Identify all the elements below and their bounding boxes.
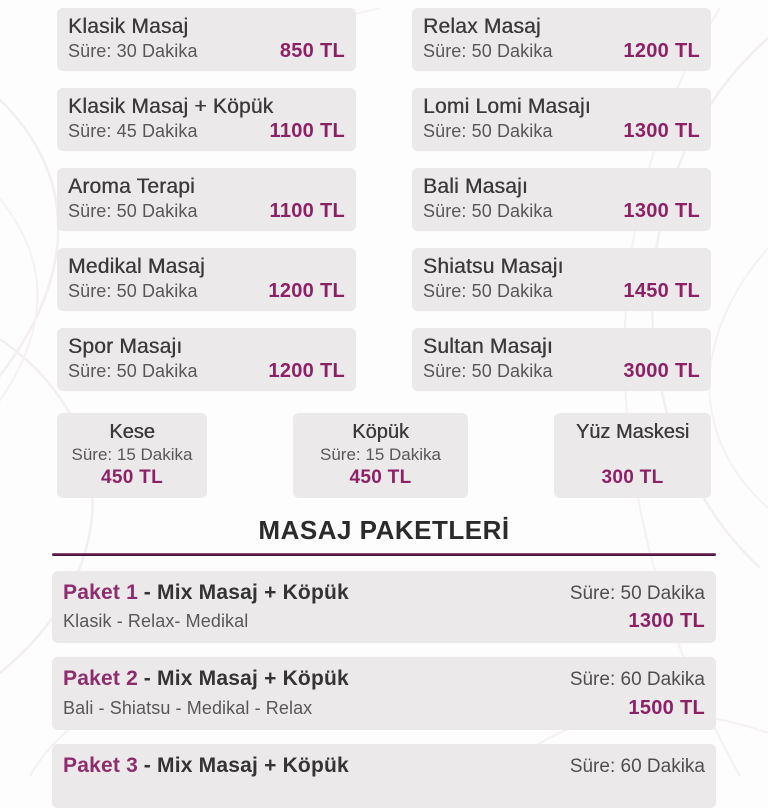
package-duration: Süre: 60 Dakika bbox=[569, 669, 705, 691]
item-price: 3000 TL bbox=[623, 360, 700, 382]
package-name: Paket 1 bbox=[63, 581, 138, 605]
menu-item-sultan-masaji bbox=[412, 328, 711, 391]
package-suffix: - Mix Masaj + Köpük bbox=[143, 581, 349, 605]
price-column-right bbox=[412, 8, 711, 391]
item-name: Sultan Masajı bbox=[423, 335, 553, 358]
item-duration: Süre: 50 Dakika bbox=[68, 361, 198, 381]
menu-item-relax-masaj bbox=[412, 8, 711, 71]
item-name: Spor Masajı bbox=[68, 335, 183, 358]
package-suffix: - Mix Masaj + Köpük bbox=[143, 667, 349, 691]
item-price: 1200 TL bbox=[623, 40, 700, 62]
menu-item-bali-masaji bbox=[412, 168, 711, 231]
package-duration: Süre: 50 Dakika bbox=[569, 583, 705, 605]
item-price: 1200 TL bbox=[268, 280, 345, 302]
item-name: Medikal Masaj bbox=[68, 255, 205, 278]
extra-price: 450 TL bbox=[101, 467, 163, 488]
price-column-left bbox=[57, 8, 356, 391]
item-detail-row bbox=[68, 40, 345, 63]
item-duration: Süre: 50 Dakika bbox=[423, 281, 553, 301]
item-name: Lomi Lomi Masajı bbox=[423, 95, 591, 118]
extra-item-kese bbox=[57, 413, 207, 498]
item-duration: Süre: 50 Dakika bbox=[423, 121, 553, 141]
package-price: 1300 TL bbox=[628, 610, 705, 633]
package-detail: Klasik - Relax- Medikal bbox=[63, 611, 249, 632]
package-title bbox=[63, 753, 570, 778]
extra-name: Kese bbox=[109, 421, 155, 443]
item-name: Aroma Terapi bbox=[68, 175, 195, 198]
package-duration: Süre: 60 Dakika bbox=[569, 755, 705, 777]
packages-section-title: MASAJ PAKETLERİ bbox=[258, 515, 510, 545]
item-duration: Süre: 50 Dakika bbox=[68, 281, 198, 301]
extra-duration: Süre: 15 Dakika bbox=[320, 445, 441, 464]
package-name: Paket 2 bbox=[63, 667, 138, 691]
package-detail: Bali - Shiatsu - Medikal - Relax bbox=[63, 697, 313, 718]
extra-item-kopuk bbox=[293, 413, 468, 498]
package-price: 1500 TL bbox=[628, 696, 705, 719]
menu-item-aroma-terapi bbox=[57, 168, 356, 231]
item-duration: Süre: 50 Dakika bbox=[68, 201, 198, 221]
menu-item-lomi-lomi-masaji bbox=[412, 88, 711, 151]
item-name: Shiatsu Masajı bbox=[423, 255, 564, 278]
item-price: 1100 TL bbox=[269, 120, 345, 142]
menu-item-spor-masaji bbox=[57, 328, 356, 391]
packages-list bbox=[52, 571, 716, 807]
menu-item-medikal-masaj bbox=[57, 248, 356, 311]
package-suffix: - Mix Masaj + Köpük bbox=[143, 753, 349, 777]
item-detail-row bbox=[423, 200, 700, 223]
package-title bbox=[63, 580, 570, 605]
item-detail-row bbox=[423, 360, 700, 383]
packages-header bbox=[52, 515, 716, 556]
item-detail-row bbox=[423, 280, 700, 303]
item-detail-row bbox=[423, 120, 700, 143]
item-duration: Süre: 50 Dakika bbox=[423, 201, 553, 221]
item-price: 1300 TL bbox=[623, 120, 700, 142]
item-duration: Süre: 50 Dakika bbox=[423, 361, 553, 381]
item-name: Bali Masajı bbox=[423, 175, 528, 198]
menu-item-klasik-masaj-kopuk bbox=[57, 88, 356, 151]
extra-item-yuz-maskesi bbox=[554, 413, 711, 498]
package-card-paket-1 bbox=[52, 571, 716, 643]
item-detail-row bbox=[68, 280, 345, 303]
extras-row bbox=[57, 413, 711, 498]
item-name: Klasik Masaj + Köpük bbox=[68, 95, 274, 118]
item-name: Relax Masaj bbox=[423, 15, 541, 38]
item-price: 1200 TL bbox=[268, 360, 345, 382]
item-detail-row bbox=[423, 40, 700, 63]
item-price: 1450 TL bbox=[623, 280, 700, 302]
extra-name: Yüz Maskesi bbox=[575, 421, 690, 443]
extra-name: Köpük bbox=[352, 421, 409, 443]
package-title bbox=[63, 666, 570, 691]
item-detail-row bbox=[68, 120, 345, 143]
item-duration: Süre: 30 Dakika bbox=[68, 41, 198, 61]
package-card-paket-2 bbox=[52, 657, 716, 729]
menu-item-klasik-masaj bbox=[57, 8, 356, 71]
package-card-paket-3 bbox=[52, 744, 716, 808]
item-detail-row bbox=[68, 200, 345, 223]
package-name: Paket 3 bbox=[63, 753, 138, 777]
item-price: 850 TL bbox=[279, 40, 345, 62]
item-price: 1100 TL bbox=[269, 200, 345, 222]
section-divider-line bbox=[52, 553, 716, 556]
item-duration: Süre: 45 Dakika bbox=[68, 121, 198, 141]
item-detail-row bbox=[68, 360, 345, 383]
item-price: 1300 TL bbox=[623, 200, 700, 222]
item-name: Klasik Masaj bbox=[68, 15, 189, 38]
extra-price: 300 TL bbox=[601, 467, 664, 488]
price-grid bbox=[57, 8, 711, 391]
extra-price: 450 TL bbox=[349, 467, 412, 488]
menu-item-shiatsu-masaji bbox=[412, 248, 711, 311]
massage-price-menu bbox=[0, 8, 768, 776]
item-duration: Süre: 50 Dakika bbox=[423, 41, 553, 61]
extra-duration: Süre: 15 Dakika bbox=[71, 445, 193, 464]
